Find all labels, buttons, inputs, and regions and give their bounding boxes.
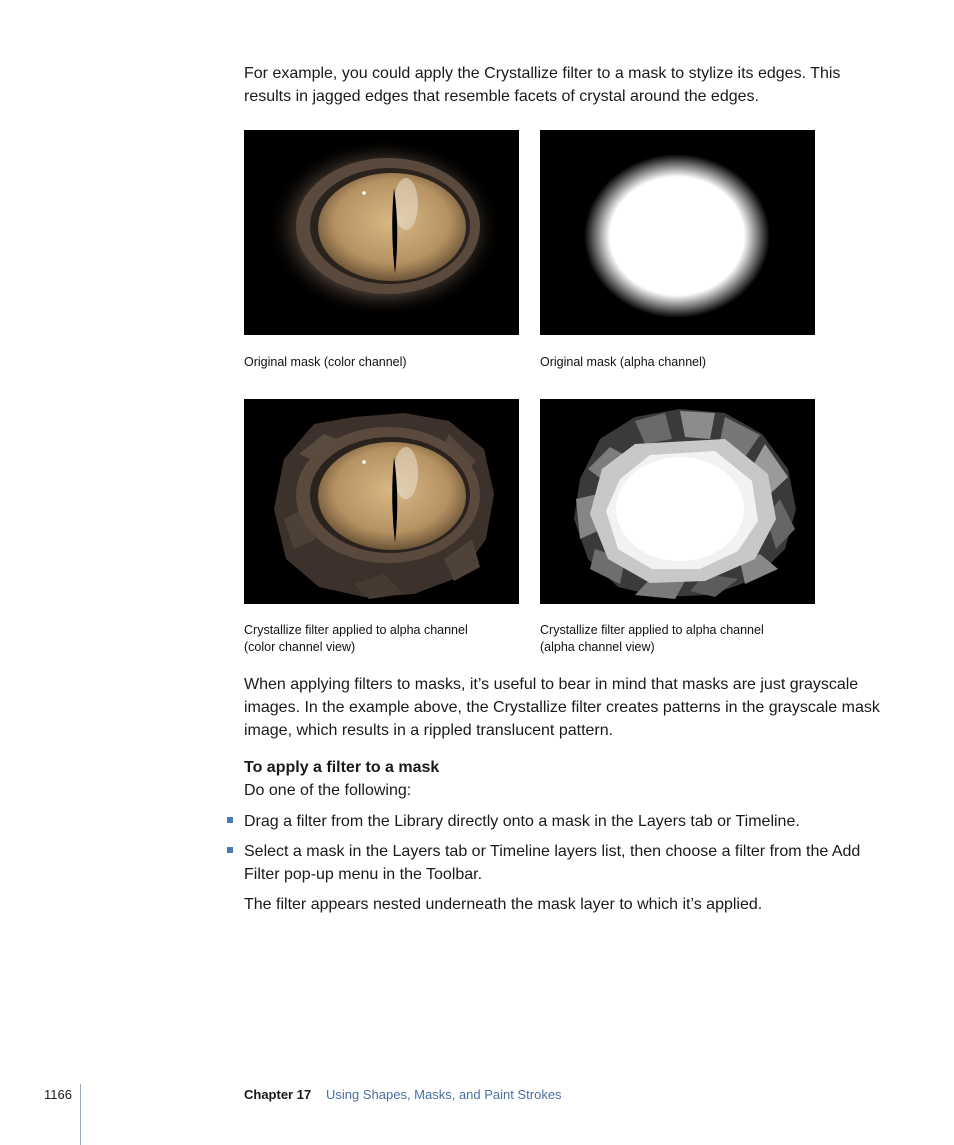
list-item (224, 810, 884, 833)
list-item (224, 840, 884, 886)
figure-crystallize-alpha-view (540, 399, 815, 604)
caption-crystallize-color-view (244, 622, 524, 656)
task-result: The filter appears nested underneath the mask layer to which it’s applied. (244, 896, 763, 913)
list-item-text: Select a mask in the Layers tab or Timeline layers list, then choose a filter from the Add Filter pop-up menu in the Toolbar. (244, 843, 861, 883)
figure-original-color-channel (244, 130, 519, 335)
caption-line: Crystallize filter applied to alpha channel (540, 623, 764, 637)
caption-line: (alpha channel view) (540, 640, 655, 654)
task-instruction: Do one of the following: (244, 782, 412, 799)
crystallized-eye-image (244, 399, 519, 604)
page-number: 1166 (44, 1087, 72, 1102)
caption-text: Original mask (alpha channel) (540, 355, 707, 369)
caption-line: Crystallize filter applied to alpha channel (244, 623, 468, 637)
caption-crystallize-alpha-view (540, 622, 820, 656)
eye-image (244, 130, 519, 335)
caption-line: (color channel view) (244, 640, 356, 654)
chapter-label: Chapter 17 (244, 1087, 312, 1102)
caption-original-color-channel (244, 354, 524, 371)
crystallized-alpha-mask-image (540, 399, 815, 604)
list-item-text: Drag a filter from the Library directly onto a mask in the Layers tab or Timeline. (244, 813, 800, 830)
alpha-mask-image (540, 130, 815, 335)
square-bullet-icon (227, 847, 233, 853)
caption-text: Original mask (color channel) (244, 355, 407, 369)
chapter-title-link[interactable]: Using Shapes, Masks, and Paint Strokes (326, 1087, 562, 1102)
caption-original-alpha-channel (540, 354, 820, 371)
figure-original-alpha-channel (540, 130, 815, 335)
figure-crystallize-color-view (244, 399, 519, 604)
task-heading: To apply a filter to a mask (244, 759, 440, 776)
footer-divider (80, 1084, 81, 1145)
square-bullet-icon (227, 817, 233, 823)
intro-paragraph: For example, you could apply the Crystallize filter to a mask to stylize its edges. This results in jagged edges that resemble facets of crystal around the edges. (244, 65, 841, 105)
body-paragraph: When applying filters to masks, it’s useful to bear in mind that masks are just grayscale images. In the example above, the Crystallize filter creates patterns in the grayscale mask image, which results in a rippled translucent pattern. (244, 676, 880, 739)
